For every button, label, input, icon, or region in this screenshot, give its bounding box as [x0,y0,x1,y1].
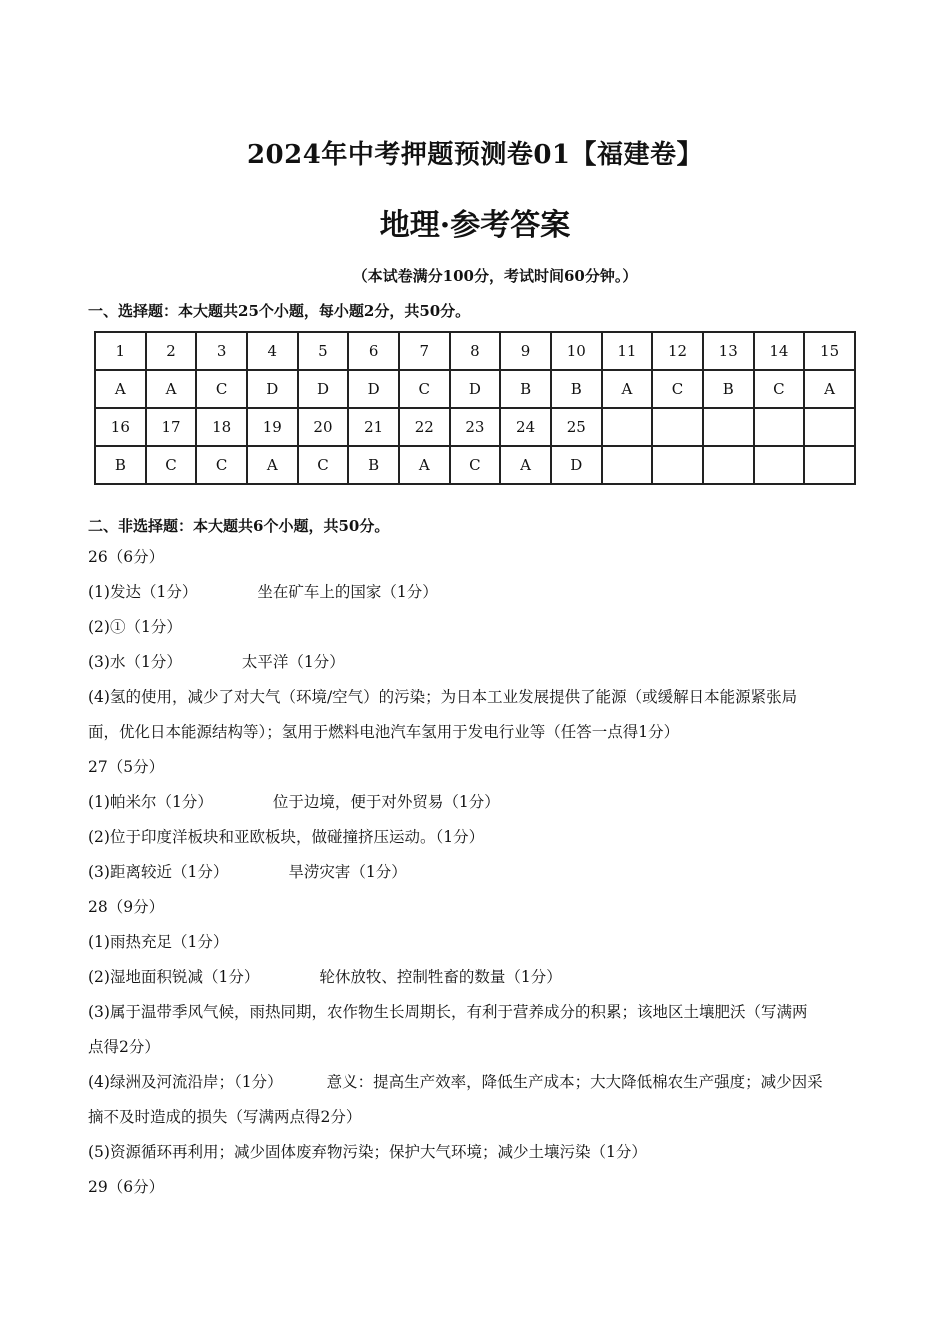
answer-text: 意义：提高生产效率，降低生产成本；大大降低棉农生产强度；减少因采 [326,1073,823,1091]
answer-line [88,1140,878,1175]
table-cell: C [652,370,703,408]
table-cell: 4 [247,332,298,370]
table-cell: A [602,370,653,408]
answer-text: 点得2分） [88,1038,160,1056]
answer-text: (5)资源循环再利用；减少固体废弃物污染；保护大气环境；减少土壤污染（1分） [88,1143,647,1161]
table-cell [602,446,653,484]
table-cell: A [146,370,197,408]
answer-line [88,1000,878,1035]
table-cell: 15 [804,332,855,370]
table-cell: D [247,370,298,408]
answer-line [88,965,878,1000]
answer-line [88,930,878,965]
table-cell: B [703,370,754,408]
table-cell: 7 [399,332,450,370]
table-cell: D [298,370,349,408]
table-cell: 6 [348,332,399,370]
table-cell: C [754,370,805,408]
table-cell: C [298,446,349,484]
table-cell: B [551,370,602,408]
answer-text: (2)位于印度洋板块和亚欧板块，做碰撞挤压运动。（1分） [88,828,485,846]
table-cell: 17 [146,408,197,446]
table-cell: C [196,370,247,408]
table-cell: D [348,370,399,408]
answer-text: 面，优化日本能源结构等）；氢用于燃料电池汽车氢用于发电行业等（任答一点得1分） [88,723,680,741]
table-cell: 5 [298,332,349,370]
answer-line [88,825,878,860]
table-cell [703,408,754,446]
table-cell: 1 [95,332,146,370]
answer-line [88,615,878,650]
answer-text: 位于边境，便于对外贸易（1分） [272,793,500,811]
table-cell: C [196,446,247,484]
answer-text: (3)水（1分） [88,653,182,671]
answer-text: (1)帕米尔（1分） [88,793,213,811]
answer-text: (2)①（1分） [88,618,182,636]
answer-line [88,1070,878,1105]
table-cell: 2 [146,332,197,370]
answer-table [94,331,856,485]
answer-text: 旱涝灾害（1分） [288,863,407,881]
table-cell: A [95,370,146,408]
answer-text: 28（9分） [88,898,165,916]
answer-line [88,1175,878,1210]
answer-text: (2)湿地面积锐减（1分） [88,968,260,986]
answer-line [88,790,878,825]
table-cell: B [500,370,551,408]
answer-text: (1)雨热充足（1分） [88,933,229,951]
nonchoice-answers [88,545,878,1210]
answer-text: 27（5分） [88,758,165,776]
table-cell: 8 [450,332,501,370]
table-cell [703,446,754,484]
table-cell: 20 [298,408,349,446]
table-cell: C [450,446,501,484]
answer-text: 29（6分） [88,1178,165,1196]
table-cell: 12 [652,332,703,370]
table-cell [754,446,805,484]
table-cell: 23 [450,408,501,446]
table-cell: 3 [196,332,247,370]
table-cell [652,446,703,484]
exam-note: （本试卷满分100分，考试时间60分钟。） [352,267,638,285]
table-cell: 21 [348,408,399,446]
table-cell [754,408,805,446]
answer-text: (3)距离较近（1分） [88,863,229,881]
table-cell: B [95,446,146,484]
answer-line [88,1035,878,1070]
section-nonchoice-heading: 二、非选择题：本大题共6个小题，共50分。 [88,517,390,535]
answer-text: (4)绿洲及河流沿岸；（1分） [88,1073,283,1091]
page-subtitle: 地理·参考答案 [379,208,571,243]
answer-text: (1)发达（1分） [88,583,198,601]
answer-line [88,860,878,895]
table-cell: 19 [247,408,298,446]
answer-text: 26（6分） [88,548,165,566]
answer-text: 轮休放牧、控制牲畜的数量（1分） [319,968,562,986]
answer-text: 摘不及时造成的损失（写满两点得2分） [88,1108,362,1126]
table-cell: D [551,446,602,484]
table-cell: A [399,446,450,484]
table-cell: 11 [602,332,653,370]
answer-text: 太平洋（1分） [241,653,345,671]
answer-text: (4)氢的使用，减少了对大气（环境/空气）的污染；为日本工业发展提供了能源（或缓解日本能源紧张局 [88,688,798,706]
table-cell: 14 [754,332,805,370]
table-cell: 16 [95,408,146,446]
table-row [95,370,855,408]
table-cell: 18 [196,408,247,446]
table-row [95,332,855,370]
table-cell: B [348,446,399,484]
answer-line [88,545,878,580]
table-cell: 25 [551,408,602,446]
table-cell: 9 [500,332,551,370]
table-row [95,446,855,484]
table-cell: A [500,446,551,484]
answer-line [88,720,878,755]
table-cell: D [450,370,501,408]
table-cell: 10 [551,332,602,370]
table-cell: A [804,370,855,408]
answer-line [88,1105,878,1140]
table-cell: 13 [703,332,754,370]
table-cell: C [146,446,197,484]
table-row [95,408,855,446]
table-cell [602,408,653,446]
table-cell [804,408,855,446]
table-cell: A [247,446,298,484]
table-cell: 22 [399,408,450,446]
table-cell [652,408,703,446]
section-choice-heading: 一、选择题：本大题共25个小题，每小题2分，共50分。 [88,302,471,320]
table-cell [804,446,855,484]
table-cell: C [399,370,450,408]
answer-line [88,895,878,930]
page-title: 2024年中考押题预测卷01【福建卷】 [246,140,704,170]
table-cell: 24 [500,408,551,446]
answer-line [88,650,878,685]
answer-text: 坐在矿车上的国家（1分） [257,583,438,601]
answer-text: (3)属于温带季风气候，雨热同期，农作物生长周期长，有利于营养成分的积累；该地区土壤肥沃（写满两 [88,1003,808,1021]
answer-line [88,685,878,720]
answer-line [88,580,878,615]
answer-line [88,755,878,790]
